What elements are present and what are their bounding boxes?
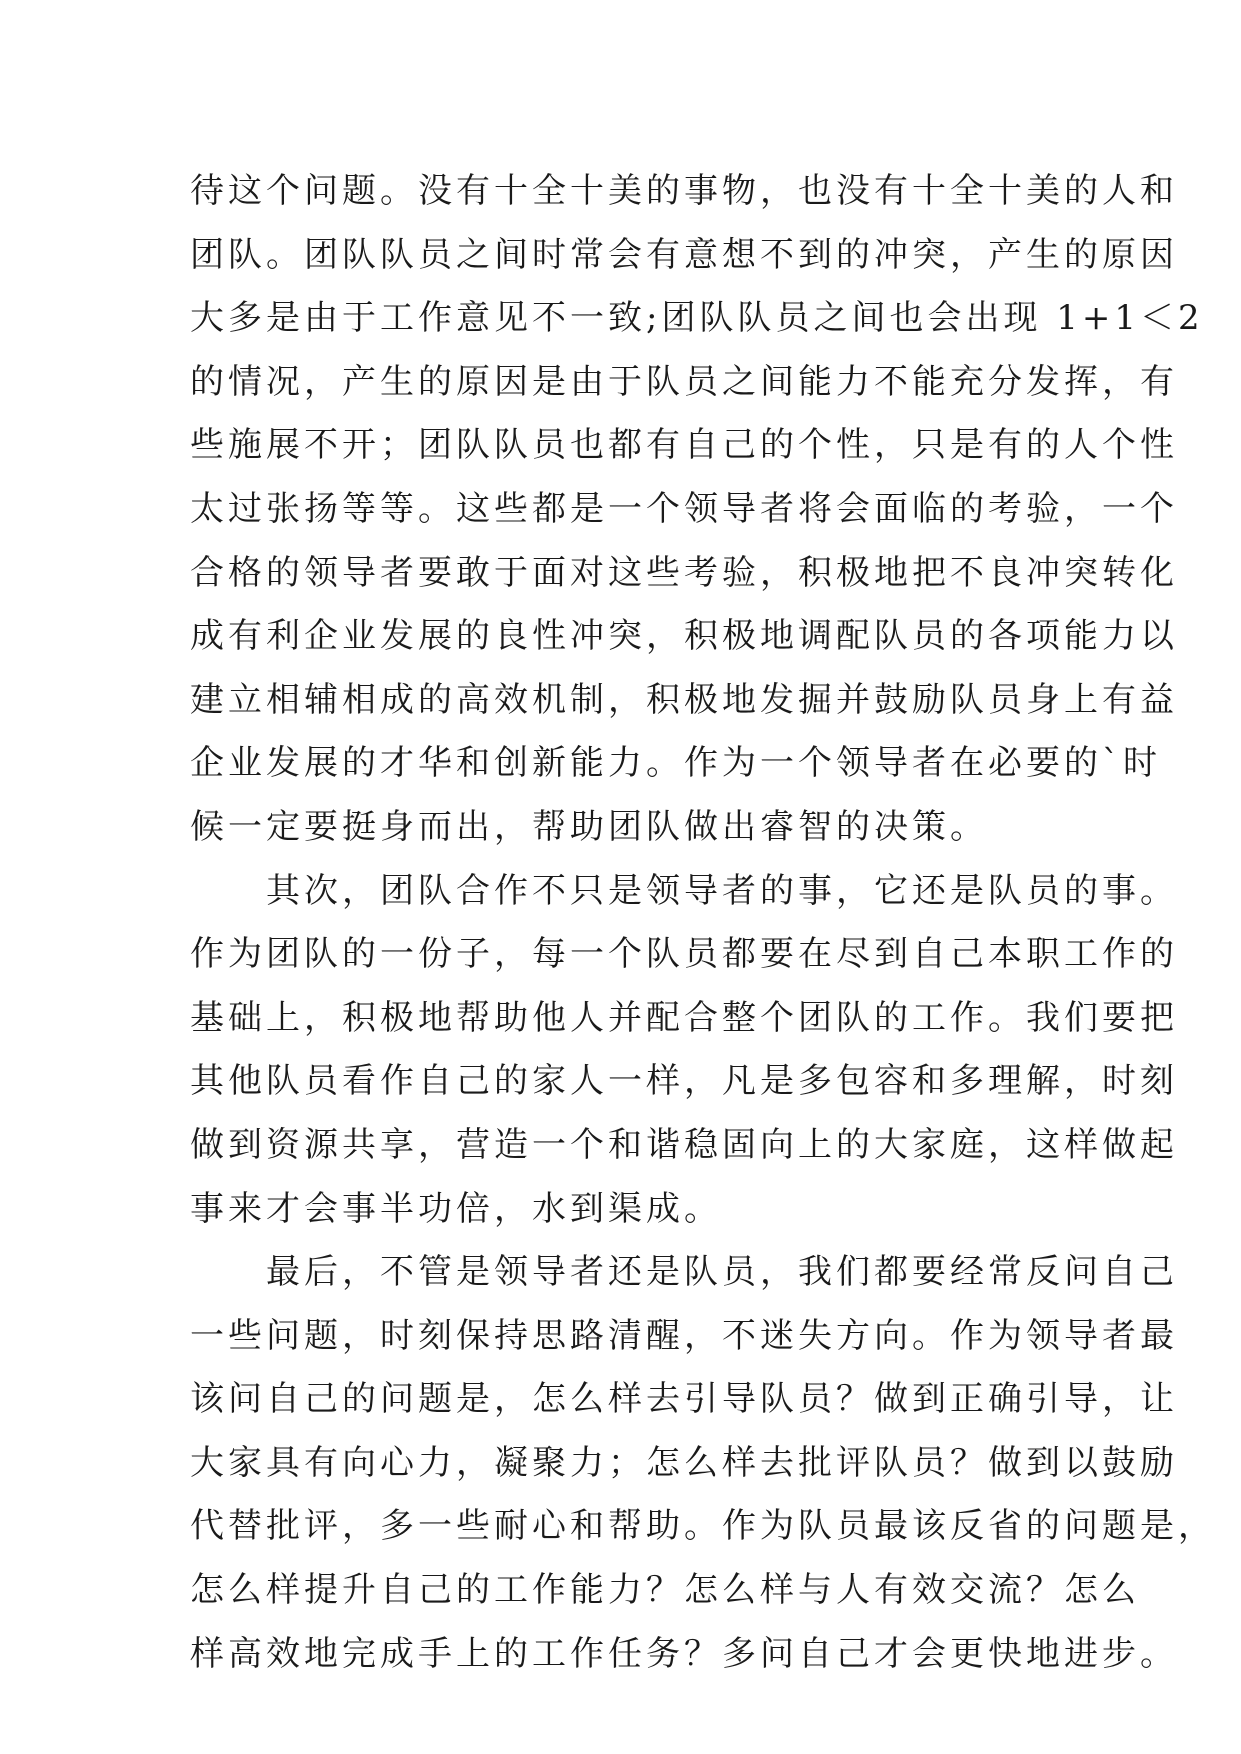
text-line: 事来才会事半功倍，水到渠成。: [190, 1188, 722, 1229]
text-line: 样高效地完成手上的工作任务？多问自己才会更快地进步。: [190, 1633, 1178, 1674]
text-line: 怎么样提升自己的工作能力？怎么样与人有效交流？怎么: [190, 1570, 1140, 1611]
text-line: 合格的领导者要敢于面对这些考验，积极地把不良冲突转化: [190, 552, 1178, 593]
text-line: 该问自己的问题是，怎么样去引导队员？做到正确引导，让: [190, 1379, 1178, 1420]
text-line: 做到资源共享，营造一个和谐稳固向上的大家庭，这样做起: [190, 1124, 1178, 1165]
text-line: 其他队员看作自己的家人一样，凡是多包容和多理解，时刻: [190, 1061, 1178, 1102]
text-line: 建立相辅相成的高效机制，积极地发掘并鼓励队员身上有益: [190, 679, 1178, 720]
text-line: 代替批评，多一些耐心和帮助。作为队员最该反省的问题是，: [190, 1506, 1216, 1547]
text-line: 大家具有向心力，凝聚力；怎么样去批评队员？做到以鼓励: [190, 1442, 1178, 1483]
text-line: 大多是由于工作意见不一致;团队队员之间也会出现 1+1＜2: [190, 298, 1204, 339]
paragraph-1: [190, 160, 1204, 860]
text-line: 作为团队的一份子，每一个队员都要在尽到自己本职工作的: [190, 934, 1178, 975]
text-line: 最后，不管是领导者还是队员，我们都要经常反问自己: [190, 1252, 1178, 1293]
text-line: 太过张扬等等。这些都是一个领导者将会面临的考验，一个: [190, 488, 1178, 529]
text-line: 成有利企业发展的良性冲突，积极地调配队员的各项能力以: [190, 616, 1178, 657]
text-line: 些施展不开；团队队员也都有自己的个性，只是有的人个性: [190, 425, 1178, 466]
text-line: 基础上，积极地帮助他人并配合整个团队的工作。我们要把: [190, 997, 1178, 1038]
text-line: 候一定要挺身而出，帮助团队做出睿智的决策。: [190, 806, 988, 847]
text-line: 企业发展的才华和创新能力。作为一个领导者在必要的`时: [190, 743, 1161, 784]
text-line: 其次，团队合作不只是领导者的事，它还是队员的事。: [190, 870, 1178, 911]
text-line: 团队。团队队员之间时常会有意想不到的冲突，产生的原因: [190, 234, 1178, 275]
paragraph-2: [190, 860, 1178, 1242]
text-line: 一些问题，时刻保持思路清醒，不迷失方向。作为领导者最: [190, 1315, 1178, 1356]
text-line: 待这个问题。没有十全十美的事物，也没有十全十美的人和: [190, 171, 1178, 211]
paragraph-3: [190, 1241, 1216, 1686]
text-line: 的情况，产生的原因是由于队员之间能力不能充分发挥，有: [190, 361, 1178, 402]
document-body: [190, 160, 1216, 1686]
